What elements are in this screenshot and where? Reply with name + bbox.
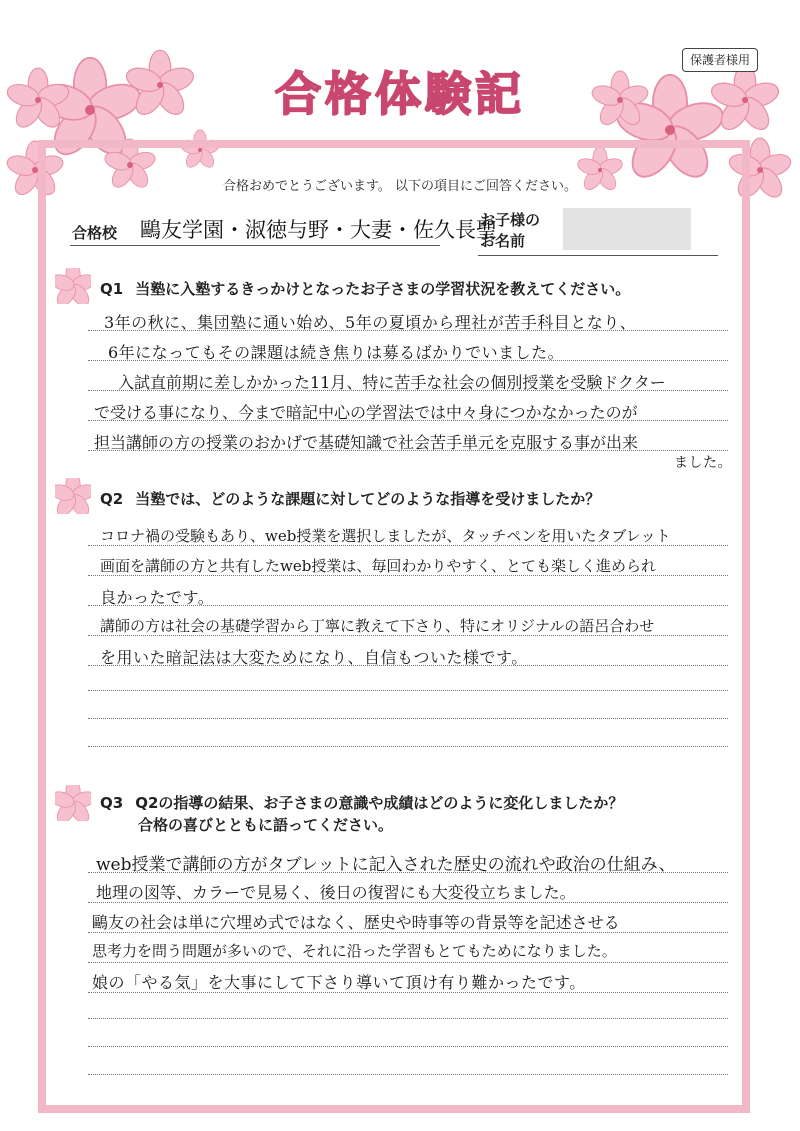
q2-heading: [100, 488, 600, 510]
school-underline: [70, 245, 440, 246]
q3-text-line2: 合格の喜びとともに語ってください。: [138, 816, 394, 834]
q2-answer-line: 画面を講師の方と共有したweb授業は、毎回わかりやすく、とても楽しく進められ: [100, 557, 657, 575]
answer-rule: [88, 962, 728, 963]
q3-number: Q3: [100, 794, 124, 812]
child-name-label-line2: お名前: [480, 232, 526, 250]
q2-answer-line: 良かったです。: [100, 588, 215, 607]
q3-answer-line: 鷗友の社会は単に穴埋め式ではなく、歴史や時事等の背景等を記述させる: [92, 913, 620, 932]
q1-answer-line: 6年になってもその課題は続き焦りは募るばかりでいました。: [108, 343, 565, 362]
q1-answer-line: 入試直前期に差しかかった11月、特に苦手な社会の個別授業を受験ドクター: [118, 373, 666, 392]
q2-number: Q2: [100, 490, 124, 508]
child-name-redacted: [563, 208, 691, 250]
q2-answer-line: を用いた暗記法は大変ためになり、自信もついた様です。: [100, 648, 528, 667]
q2-answer-line: 講師の方は社会の基礎学習から丁寧に教えて下さり、特にオリジナルの語呂合わせ: [100, 617, 655, 635]
guardian-use-tag: 保護者様用: [682, 48, 758, 72]
q2-text: 当塾では、どのような課題に対してどのような指導を受けましたか？: [135, 490, 601, 508]
answer-rule: [88, 690, 728, 691]
answer-rule: [88, 1018, 728, 1019]
q3-answer-line: 娘の「やる気」を大事にして下さり導いて頂け有り難かったです。: [92, 973, 586, 992]
q1-answer-line: 担当講師の方の授業のおかげで基礎知識で社会苦手単元を克服する事が出来: [94, 433, 639, 452]
q3-text: Q2の指導の結果、お子さまの意識や成績はどのように変化しましたか？: [135, 794, 624, 812]
q3-answer-line: web授業で講師の方がタブレットに記入された歴史の流れや政治の仕組み、: [96, 855, 676, 875]
q1-answer-line: ました。: [674, 455, 732, 471]
answer-rule: [88, 1046, 728, 1047]
school-value: 鷗友学園・淑徳与野・大妻・佐久長聖: [140, 218, 497, 242]
q1-heading: [100, 278, 630, 300]
q3-answer-line: 地理の図等、カラーで見易く、後日の復習にも大変役立ちました。: [96, 883, 576, 902]
q1-number: Q1: [100, 280, 124, 298]
child-name-label: [480, 210, 540, 252]
page-title: 合格体験記: [275, 67, 525, 121]
q1-text: 当塾に入塾するきっかけとなったお子さまの学習状況を教えてください。: [135, 280, 631, 298]
q3-answer-line: 思考力を問う問題が多いので、それに沿った学習もとてもためになりました。: [92, 942, 617, 960]
answer-rule: [88, 746, 728, 747]
q3-heading: [100, 792, 623, 836]
child-name-underline: [478, 255, 718, 256]
q1-answer-line: 3年の秋に、集団塾に通い始め、5年の夏頃から理社が苦手科目となり、: [104, 313, 637, 332]
q2-answer-line: コロナ禍の受験もあり、web授業を選択しましたが、タッチペンを用いたタブレット: [100, 527, 671, 545]
answer-rule: [88, 718, 728, 719]
intro-text: 合格おめでとうございます。 以下の項目にご回答ください。: [222, 179, 578, 194]
answer-rule: [88, 1074, 728, 1075]
child-name-label-line1: お子様の: [480, 211, 541, 229]
school-label: 合格校: [72, 224, 118, 242]
q1-answer-line: で受ける事になり、今まで暗記中心の学習法では中々身につかなかったのが: [94, 403, 638, 422]
